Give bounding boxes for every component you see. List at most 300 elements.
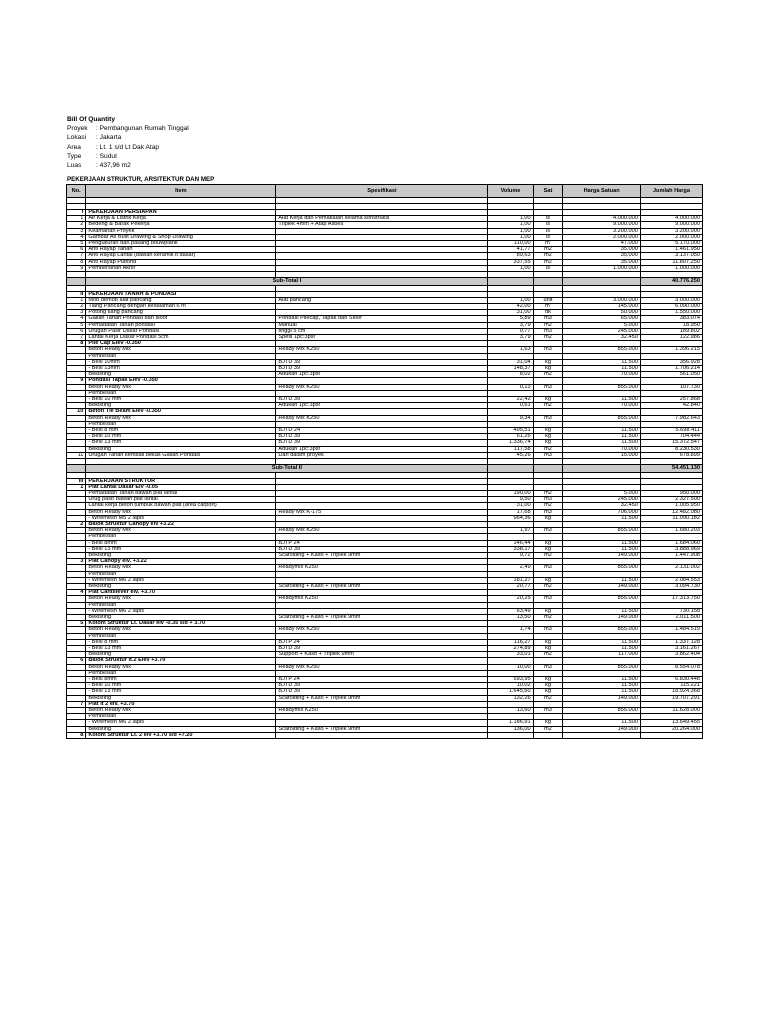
table-cell: 50.000	[563, 310, 641, 316]
table-cell: 54.451.130	[640, 465, 702, 473]
table-cell: m2	[533, 695, 563, 701]
table-cell: Balok Struktur lt.2 Elev +3.70	[86, 658, 276, 664]
table-cell: - Besi 8 mm	[86, 639, 276, 645]
table-cell: 5.000	[563, 322, 641, 328]
table-cell: Pembesian	[86, 602, 276, 608]
table-cell: Sub-Total II	[86, 465, 488, 473]
table-cell: 33,01	[488, 652, 533, 658]
table-cell: 6.090.000	[640, 303, 702, 309]
table-cell: 593,95	[488, 677, 533, 683]
table-cell: kg	[533, 639, 563, 645]
table-cell: Pemadatan Tanah bawah plat lantai	[86, 490, 276, 496]
table-cell: Air Kerja & Listrik Kerja	[86, 216, 276, 222]
table-cell: 1,00	[488, 222, 533, 228]
table-cell: 8	[67, 732, 86, 738]
table-cell: 40.776.250	[640, 278, 702, 286]
table-cell: 0,13	[488, 384, 533, 390]
table-cell: - Wiremesh M5 2 lapis	[86, 515, 276, 521]
table-cell: Anti Rayap Lantai (bawah keramik lt dasar)	[86, 253, 276, 259]
table-cell: 12.482.080	[640, 509, 702, 515]
table-cell: 11.500	[563, 546, 641, 552]
table-cell: 149.000	[563, 552, 641, 558]
table-cell: 5.698.411	[640, 428, 702, 434]
table-cell: - Besi 13mm	[86, 365, 276, 371]
table-cell: 35.000	[563, 247, 641, 253]
table-cell: Bedeng & Barak Pekerja	[86, 222, 276, 228]
table-cell	[563, 732, 641, 738]
table-cell: 2.000.000	[563, 234, 641, 240]
table-cell: 6	[67, 328, 86, 334]
table-cell: 3.200.000	[640, 228, 702, 234]
table-cell: 1.461.950	[640, 247, 702, 253]
table-cell: m3	[533, 565, 563, 571]
table-cell: 110,00	[488, 241, 533, 247]
table-cell: PEKERJAAN PERSIAPAN	[86, 210, 276, 216]
table-cell: Scafolding + Kaso + Triplek 9mm	[276, 583, 488, 589]
table-cell: 245.000	[563, 328, 641, 334]
table-cell: - Besi 10 mm	[86, 683, 276, 689]
table-cell: m'	[533, 303, 563, 309]
table-cell: 3,79	[488, 322, 533, 328]
table-cell: Ready Mix K250	[276, 664, 488, 670]
table-cell: 15.000	[563, 452, 641, 458]
table-cell: m2	[533, 652, 563, 658]
info-label: Lokasi	[67, 134, 87, 142]
table-cell: kg	[533, 646, 563, 652]
table-cell: 4	[67, 234, 86, 240]
table-cell: - Besi 13 mm	[86, 546, 276, 552]
column-header: Item	[86, 185, 276, 198]
table-cell: Kolom Struktur Lt. Dasar elv -0.35 s/d + 3.70	[86, 621, 276, 627]
table-cell: m3	[533, 316, 563, 322]
table-cell: 7	[67, 253, 86, 259]
table-cell: BJTD 39	[276, 646, 488, 652]
table-cell: 1	[67, 216, 86, 222]
table-cell: 11.500	[563, 396, 641, 402]
table-cell: 11.500	[563, 515, 641, 521]
table-cell: Pembersihan Akhir	[86, 265, 276, 271]
table-cell: Gambar As Built Drawing & Shop Drawing	[86, 234, 276, 240]
table-cell: m3	[533, 347, 563, 353]
table-cell: 1,97	[488, 528, 533, 534]
table-cell: 11.500	[563, 577, 641, 583]
table-cell: 4.000.000	[640, 216, 702, 222]
table-cell: Pembesian	[86, 633, 276, 639]
table-cell: m'	[533, 241, 563, 247]
table-cell: 1,00	[488, 216, 533, 222]
table-cell: BJTP 24	[276, 639, 488, 645]
table-cell: 1.000.000	[640, 265, 702, 271]
table-cell: Ready Mix K250	[276, 415, 488, 421]
table-cell: 136,00	[488, 726, 533, 732]
table-cell: m3	[533, 328, 563, 334]
table-cell: 20,25	[488, 596, 533, 602]
table-cell: 11.500	[563, 440, 641, 446]
table-cell: 3,79	[488, 334, 533, 340]
table-cell: 35.000	[563, 259, 641, 265]
table-cell: Dari dalam proyek	[276, 452, 488, 458]
table-cell	[533, 732, 563, 738]
table-cell: Pemadatan Tanah pondasi	[86, 322, 276, 328]
table-cell: 9,72	[488, 552, 533, 558]
table-cell: Adukan 1pc:3psr	[276, 372, 488, 378]
table-cell: BJTD 39	[276, 396, 488, 402]
table-cell: 1,00	[488, 234, 533, 240]
table-cell: m2	[533, 372, 563, 378]
table-cell: Ready Mix K250	[276, 528, 488, 534]
column-header: Spesifikasi	[276, 185, 488, 198]
table-cell: 11.090.182	[640, 515, 702, 521]
table-cell: m2	[533, 446, 563, 452]
table-cell: Manual	[276, 322, 488, 328]
table-cell: 2.084.553	[640, 577, 702, 583]
table-cell: 704.444	[640, 434, 702, 440]
info-row	[67, 161, 189, 170]
table-cell: 11.500	[563, 677, 641, 683]
table-cell: kg	[533, 540, 563, 546]
table-cell: Pile Cap Elev -0.350	[86, 341, 276, 347]
table-cell: 383.074	[640, 316, 702, 322]
table-cell: 11.500	[563, 428, 641, 434]
table-cell: 11.500	[563, 359, 641, 365]
table-cell: 189.802	[640, 328, 702, 334]
table-cell: Pengukuran dan pasang bouwplank	[86, 241, 276, 247]
table-cell: 1	[67, 297, 86, 303]
table-cell: 3.200.000	[563, 228, 641, 234]
table-cell: kg	[533, 359, 563, 365]
table-cell: kg	[533, 720, 563, 726]
table-cell: 31,04	[488, 359, 533, 365]
table-cell: 3.888.969	[640, 546, 702, 552]
table-cell: unit	[533, 297, 563, 303]
table-cell: 855.000	[563, 708, 641, 714]
table-cell: Ready Mix K-175	[276, 509, 488, 515]
table-cell: m2	[533, 583, 563, 589]
table-cell: Pembesian	[86, 670, 276, 676]
table-cell: 257.868	[640, 396, 702, 402]
table-cell: kg	[533, 434, 563, 440]
table-cell: I	[67, 210, 86, 216]
table-cell: 6.830.448	[640, 677, 702, 683]
table-cell: Spesi 1pc:3psr	[276, 334, 488, 340]
table-cell: BJTD 39	[276, 359, 488, 365]
info-value: : Sudut	[96, 152, 117, 160]
table-cell: Plat Canopy elv. +3.22	[86, 559, 276, 565]
table-cell: 3.137.050	[640, 253, 702, 259]
table-cell: 115.221	[640, 683, 702, 689]
table-cell: 1.680.203	[640, 528, 702, 534]
table-cell: 6	[67, 247, 86, 253]
table-cell: m3	[533, 509, 563, 515]
table-cell: Pembesian	[86, 353, 276, 359]
table-cell: m2	[533, 614, 563, 620]
subtotal-row	[67, 465, 703, 473]
table-cell: 1.186,91	[488, 720, 533, 726]
table-cell: m2	[533, 552, 563, 558]
table-cell: 31,00	[488, 503, 533, 509]
table-cell: 1,00	[488, 228, 533, 234]
table-cell: 63,49	[488, 608, 533, 614]
table-cell: 1.447.908	[640, 552, 702, 558]
table-cell: 11.500	[563, 639, 641, 645]
table-cell: Balok Struktur Canopy elv +3.22	[86, 521, 276, 527]
table-cell: 1.684.060	[640, 540, 702, 546]
table-cell: 13.649.455	[640, 720, 702, 726]
table-cell: kg	[533, 577, 563, 583]
table-cell: Pondasi Tapak Elev -0.350	[86, 378, 276, 384]
table-cell: Alat Kerja dan Pemakaian selama konstruksi	[276, 216, 488, 222]
table-cell: - Besi 10 mm	[86, 434, 276, 440]
table-cell: Scafolding + Kaso + Triplek 9mm	[276, 726, 488, 732]
column-header: Volume	[488, 185, 533, 198]
table-cell: Keamanan Proyek	[86, 228, 276, 234]
info-value: : Jakarta	[96, 134, 122, 142]
table-cell: 855.000	[563, 664, 641, 670]
table-cell: 148,37	[488, 365, 533, 371]
table-cell: 149.000	[563, 614, 641, 620]
table-cell: 8.554.078	[640, 664, 702, 670]
table-cell: BJTD 39	[276, 683, 488, 689]
info-row	[67, 152, 189, 161]
table-cell: Plat lt 2 elv. +3.70	[86, 701, 276, 707]
table-cell: kg	[533, 440, 563, 446]
project-info	[67, 124, 189, 170]
table-cell: Urugan Pasir Dasar Pondasi	[86, 328, 276, 334]
table-cell: Lantai kerja beton tumbuk bawah plat (area carport)	[86, 503, 276, 509]
table-cell: 706.000	[563, 509, 641, 515]
table-cell: - Besi 10 mm	[86, 396, 276, 402]
table-cell: Pembesian	[86, 714, 276, 720]
table-cell: 964,36	[488, 515, 533, 521]
table-cell: BJTP 24	[276, 677, 488, 683]
table-cell: - Besi 10mm	[86, 359, 276, 365]
table-cell: kg	[533, 365, 563, 371]
table-cell: Adukan 1pc:3psr	[276, 403, 488, 409]
table-cell: Kolom Struktur Lt. 2 elv +3.70 s/d +7.20	[86, 732, 276, 738]
table-cell: - Besi 8 mm	[86, 428, 276, 434]
table-cell: kg	[533, 683, 563, 689]
table-cell: m2	[533, 503, 563, 509]
table-cell: 146,44	[488, 540, 533, 546]
table-cell	[488, 465, 533, 473]
table-cell: Lantai Kerja Dasar Pondasi 5cm	[86, 334, 276, 340]
table-cell: 13,50	[488, 614, 533, 620]
table-cell: m2	[533, 403, 563, 409]
table-cell: 274,89	[488, 646, 533, 652]
table-cell: 149.000	[563, 583, 641, 589]
table-cell: 5.000	[563, 490, 641, 496]
table-cell: Pondasi Pilecap, Tapak dan Sloof	[276, 316, 488, 322]
table-cell: 4	[67, 590, 86, 596]
table-cell: m3	[533, 415, 563, 421]
table-cell: BJTD 24	[276, 428, 488, 434]
table-cell: 0,61	[488, 403, 533, 409]
table-cell: 6	[67, 658, 86, 664]
info-label: Type	[67, 152, 82, 160]
table-cell: 10,02	[488, 683, 533, 689]
table-cell: ls	[533, 216, 563, 222]
table-cell: m2	[533, 253, 563, 259]
table-cell: 15.372.547	[640, 440, 702, 446]
table-cell: 3.094.730	[640, 583, 702, 589]
table-cell: 190,00	[488, 490, 533, 496]
table-cell	[563, 465, 641, 473]
table-cell: 7	[67, 334, 86, 340]
table-cell: Adukan 1pc:3psr	[276, 446, 488, 452]
table-cell: Tiang Pancang dengan kedalaman 6 m	[86, 303, 276, 309]
table-cell: II	[67, 291, 86, 297]
document-header	[67, 115, 189, 170]
table-cell: - Wiremesh M6 2 lapis	[86, 608, 276, 614]
table-cell: 1.484.519	[640, 627, 702, 633]
table-cell: Beton Ready Mix	[86, 596, 276, 602]
table-cell: 337,55	[488, 259, 533, 265]
table-cell: Triplek 4mm + Atap Asbes	[276, 222, 488, 228]
table-cell: 9.000.000	[563, 222, 641, 228]
table-cell: 8	[67, 341, 86, 347]
table-cell: 3	[67, 559, 86, 565]
info-row	[67, 143, 189, 152]
table-cell: 3	[67, 228, 86, 234]
table-cell: 89,63	[488, 253, 533, 259]
table-cell: 561.050	[640, 372, 702, 378]
table-cell: 149.000	[563, 726, 641, 732]
table-cell: BJTD 39	[276, 434, 488, 440]
table-cell: 5,89	[488, 316, 533, 322]
table-cell: 5.170.000	[640, 241, 702, 247]
table-cell: Ready Mix K250	[276, 627, 488, 633]
table-header-row	[67, 185, 703, 198]
table-cell: 855.000	[563, 384, 641, 390]
table-cell: 1.337.128	[640, 639, 702, 645]
table-cell: 181,27	[488, 577, 533, 583]
table-cell: 2	[67, 222, 86, 228]
info-label: Luas	[67, 162, 82, 170]
table-cell: III	[67, 478, 86, 484]
table-cell: 11.807.250	[640, 259, 702, 265]
table-cell: 122.986	[640, 334, 702, 340]
table-cell	[563, 278, 641, 286]
table-cell: 2.131.002	[640, 565, 702, 571]
column-header: Jumlah Harga	[640, 185, 702, 198]
info-row	[67, 133, 189, 142]
table-cell: 855.000	[563, 565, 641, 571]
table-cell: Beton Ready Mix	[86, 565, 276, 571]
table-cell: Bekisting	[86, 652, 276, 658]
table-cell: kg	[533, 608, 563, 614]
table-cell: 70.000	[563, 403, 641, 409]
table-cell: m2	[533, 322, 563, 328]
table-cell: 2	[67, 521, 86, 527]
table-cell: Bekisting	[86, 583, 276, 589]
table-cell: 22,42	[488, 396, 533, 402]
table-cell: 1.645,60	[488, 689, 533, 695]
table-cell: Beton Ready Mix	[86, 415, 276, 421]
table-cell: Plat Cantiliever elv. +3.70	[86, 590, 276, 596]
table-cell: BJTD 39	[276, 365, 488, 371]
table-cell: 855.000	[563, 347, 641, 353]
table-cell: 2,49	[488, 565, 533, 571]
table-cell: Beton Ready Mix	[86, 664, 276, 670]
table-cell: 1,74	[488, 627, 533, 633]
table-cell: m3	[533, 708, 563, 714]
table-cell: Sub-Total I	[86, 278, 488, 286]
table-cell: BJTD 39	[276, 546, 488, 552]
table-cell: Beton Ready Mix	[86, 347, 276, 353]
table-cell: Bekisting	[86, 695, 276, 701]
table-cell: 18.950	[640, 322, 702, 328]
table-cell: 8	[67, 259, 86, 265]
table-cell: 42.840	[640, 403, 702, 409]
table-cell: 1.706.214	[640, 365, 702, 371]
table-cell: ls	[533, 265, 563, 271]
table-cell: 10	[67, 409, 86, 415]
table-cell: Anti Rayap Plafond	[86, 259, 276, 265]
table-cell: Pembesian	[86, 421, 276, 427]
table-cell: 9,50	[488, 497, 533, 503]
table-cell: kg	[533, 546, 563, 552]
table-cell: Beton Ready Mix	[86, 509, 276, 515]
table-cell: m2	[533, 490, 563, 496]
table-cell: - Besi 13 mm	[86, 440, 276, 446]
table-cell: 0,77	[488, 328, 533, 334]
table-cell	[640, 732, 702, 738]
info-label: Area	[67, 143, 81, 151]
table-cell: 47.000	[563, 241, 641, 247]
table-cell: Pembesian	[86, 571, 276, 577]
table-cell: 8,02	[488, 372, 533, 378]
info-label: Proyek	[67, 125, 88, 133]
subtotal-row	[67, 278, 703, 286]
boq-table	[66, 184, 703, 739]
table-cell: - Wiremesh M6 2 lapis	[86, 577, 276, 583]
table-cell: 2	[67, 303, 86, 309]
table-cell: 730.158	[640, 608, 702, 614]
table-cell: 10,00	[488, 664, 533, 670]
table-cell: 70.000	[563, 372, 641, 378]
table-cell: Bekisting	[86, 552, 276, 558]
table-cell: 855.000	[563, 627, 641, 633]
table-cell: 45,26	[488, 452, 533, 458]
table-cell: 338,17	[488, 546, 533, 552]
table-cell: Bekisting	[86, 372, 276, 378]
table-cell: m2	[533, 726, 563, 732]
table-cell: - Besi 13 mm	[86, 646, 276, 652]
table-cell: 11.500	[563, 608, 641, 614]
table-cell: Beton Tie Beam Elev -0.350	[86, 409, 276, 415]
table-cell: Bekisting	[86, 726, 276, 732]
table-cell: Ready Mix K250	[276, 384, 488, 390]
table-cell: tinggi 5 cm	[276, 328, 488, 334]
table-cell: 9	[67, 265, 86, 271]
table-cell: kg	[533, 396, 563, 402]
table-cell: Plat Lantai Dasar Elv -0.05	[86, 484, 276, 490]
table-cell: 9.000.000	[640, 222, 702, 228]
table-cell: Alat pancang	[276, 297, 488, 303]
table-cell: Anti Rayap Tanah	[86, 247, 276, 253]
table-cell: 5	[67, 621, 86, 627]
table-cell: Scafolding + Kaso + Triplek 9mm	[276, 552, 488, 558]
table-cell: PEKERJAAN STRUKTUR	[86, 478, 276, 484]
table-cell: 17.313.750	[640, 596, 702, 602]
table-cell: ls	[533, 222, 563, 228]
table-cell: 1,00	[488, 297, 533, 303]
table-cell: 4.000.000	[563, 216, 641, 222]
table-cell: 20,77	[488, 583, 533, 589]
table-cell: 2.000.000	[640, 234, 702, 240]
table-cell: ttk	[533, 310, 563, 316]
table-cell	[488, 732, 533, 738]
